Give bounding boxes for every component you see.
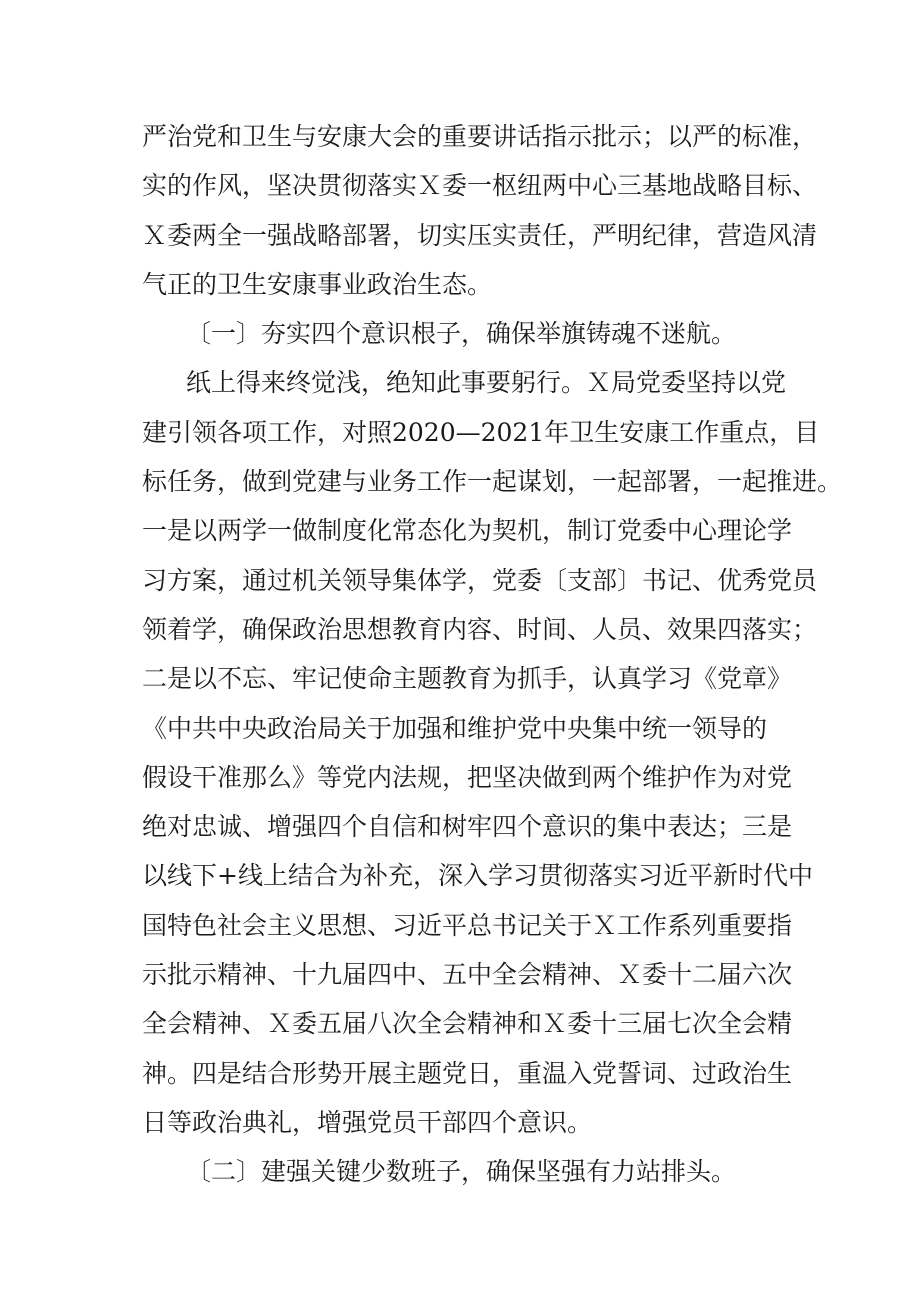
paragraph-heading-line: 〔一〕夯实四个意识根子，确保举旗铸魂不迷航。 xyxy=(186,319,737,349)
body-text-line: 领着学，确保政治思想教育内容、时间、人员、效果四落实； xyxy=(142,614,818,644)
body-text-line: 标任务，做到党建与业务工作一起谋划，一起部署，一起推进。 xyxy=(142,467,843,497)
body-text-line: 二是以不忘、牢记使命主题教育为抓手，认真学习《党章》 xyxy=(142,664,793,694)
body-text-line: 《中共中央政治局关于加强和维护党中央集中统一领导的 xyxy=(142,713,768,743)
body-text-line: 严治党和卫生与安康大会的重要讲话指示批示；以严的标准， xyxy=(142,122,818,151)
body-text-line: 日等政治典礼，增强党员干部四个意识。 xyxy=(142,1107,593,1137)
body-text-line: 以线下+线上结合为补充，深入学习贯彻落实习近平新时代中 xyxy=(142,861,813,891)
body-text-line: 示批示精神、十九届四中、五中全会精神、Ｘ委十二届六次 xyxy=(142,960,793,990)
body-text-line: Ｘ委两全一强战略部署，切实压实责任，严明纪律，营造风清 xyxy=(142,220,818,250)
paragraph-heading-line: 〔二〕建强关键少数班子，确保坚强有力站排头。 xyxy=(186,1157,737,1187)
document-body xyxy=(142,112,842,1197)
body-text-line: 国特色社会主义思想、习近平总书记关于Ｘ工作系列重要指 xyxy=(142,910,793,940)
body-text-line: 一是以两学一做制度化常态化为契机，制订党委中心理论学 xyxy=(142,516,793,546)
paragraph-heading-line: 纸上得来终觉浅，绝知此事要躬行。Ｘ局党委坚持以党 xyxy=(186,368,787,398)
body-text-line: 假设干准那么》等党内法规，把坚决做到两个维护作为对党 xyxy=(142,762,793,792)
body-text-line: 实的作风，坚决贯彻落实Ｘ委一枢纽两中心三基地战略目标、 xyxy=(142,171,818,201)
body-text-line: 全会精神、Ｘ委五届八次全会精神和Ｘ委十三届七次全会精 xyxy=(142,1009,793,1039)
body-text-line: 神。四是结合形势开展主题党日，重温入党誓词、过政治生 xyxy=(142,1058,793,1088)
body-text-line: 建引领各项工作，对照2020—2021年卫生安康工作重点，目 xyxy=(142,417,820,447)
body-text-line: 绝对忠诚、增强四个自信和树牢四个意识的集中表达；三是 xyxy=(142,812,793,842)
body-text-line: 气正的卫生安康事业政治生态。 xyxy=(142,269,493,299)
body-text-line: 习方案，通过机关领导集体学，党委〔支部〕书记、优秀党员 xyxy=(142,565,818,595)
